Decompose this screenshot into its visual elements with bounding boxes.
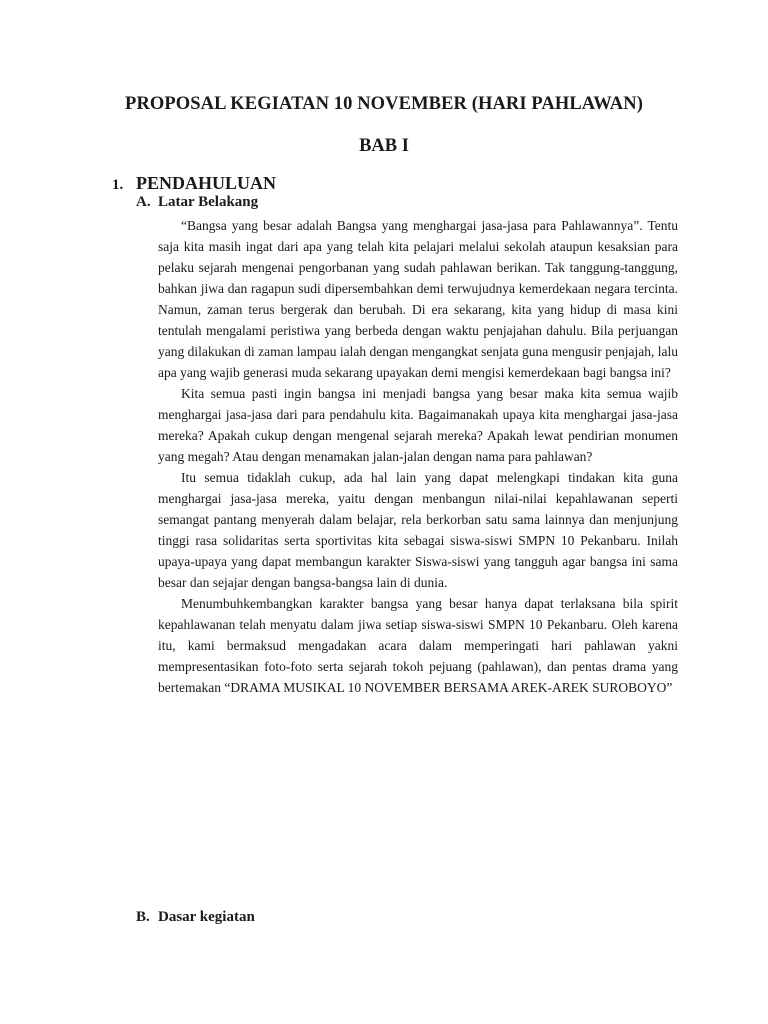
subsection-letter: A.: [136, 194, 151, 210]
body-text: [158, 215, 678, 698]
paragraph: Itu semua tidaklah cukup, ada hal lain yang dapat melengkapi tindakan kita guna menghargai jasa-jasa mereka, yaitu dengan menbangun nilai-nilai kepahlawanan seperti semangat pantang menyerah dalam belajar, rela berkorban satu sama lainnya dan menjunjung tinggi rasa solidaritas serta sportivitas kita sebagai siswa-siswi SMPN 10 Pekanbaru. Inilah upaya-upaya yang dapat membangun karakter Siswa-siswi yang tangguh agar bangsa ini sama besar dan sejajar dengan bangsa-bangsa lain di dunia.: [158, 470, 678, 590]
section-number: 1.: [112, 177, 124, 193]
paragraph: “Bangsa yang besar adalah Bangsa yang menghargai jasa-jasa para Pahlawannya”. Tentu saja kita masih ingat dari apa yang telah kita pelajari melalui sekolah ataupun kesaksian para pelaku sejarah mengenai pengorbanan yang sudah pahlawan berikan. Tak tanggung-tanggung, bahkan jiwa dan ragapun sudi dipersembahkan demi terwujudnya kemerdekaan negara tercinta. Namun, zaman terus bergerak dan berubah. Di era sekarang, kita yang hidup di masa kini tentulah mengalami peristiwa yang berbeda dengan waktu penjajahan dahulu. Bila perjuangan yang dilakukan di zaman lampau ialah dengan mengangkat senjata guna mengusir penjajah, lalu apa yang wajib generasi muda sekarang upayakan demi mengisi kemerdekaan bagi bangsa ini?: [158, 218, 678, 380]
paragraph: Kita semua pasti ingin bangsa ini menjadi bangsa yang besar maka kita semua wajib menghargai jasa-jasa dari para pendahulu kita. Bagaimanakah upaya kita menghargai jasa-jasa mereka? Apakah cukup dengan mengenal sejarah mereka? Apakah lewat pendirian monumen yang megah? Atau dengan menamakan jalan-jalan dengan nama para pahlawan?: [158, 386, 678, 464]
subsection-title: Latar Belakang: [158, 194, 259, 210]
section-heading: [112, 173, 276, 194]
subsection-heading-b: [136, 909, 255, 926]
subsection-title: Dasar kegiatan: [158, 909, 255, 925]
paragraph: Menumbuhkembangkan karakter bangsa yang besar hanya dapat terlaksana bila spirit kepahlawanan telah menyatu dalam jiwa setiap siswa-siswi SMPN 10 Pekanbaru. Oleh karena itu, kami bermaksud mengadakan acara dalam memperingati hari pahlawan yakni mempresentasikan foto-foto serta sejarah tokoh pejuang (pahlawan), dan pentas drama yang bertemakan “DRAMA MUSIKAL 10 NOVEMBER BERSAMA AREK-AREK SUROBOYO”: [158, 596, 678, 695]
document-title: PROPOSAL KEGIATAN 10 NOVEMBER (HARI PAHLAWAN): [125, 94, 643, 114]
subsection-heading-a: [136, 194, 258, 211]
section-title: PENDAHULUAN: [136, 173, 277, 193]
subsection-letter: B.: [136, 909, 150, 925]
chapter-heading: BAB I: [359, 136, 409, 156]
